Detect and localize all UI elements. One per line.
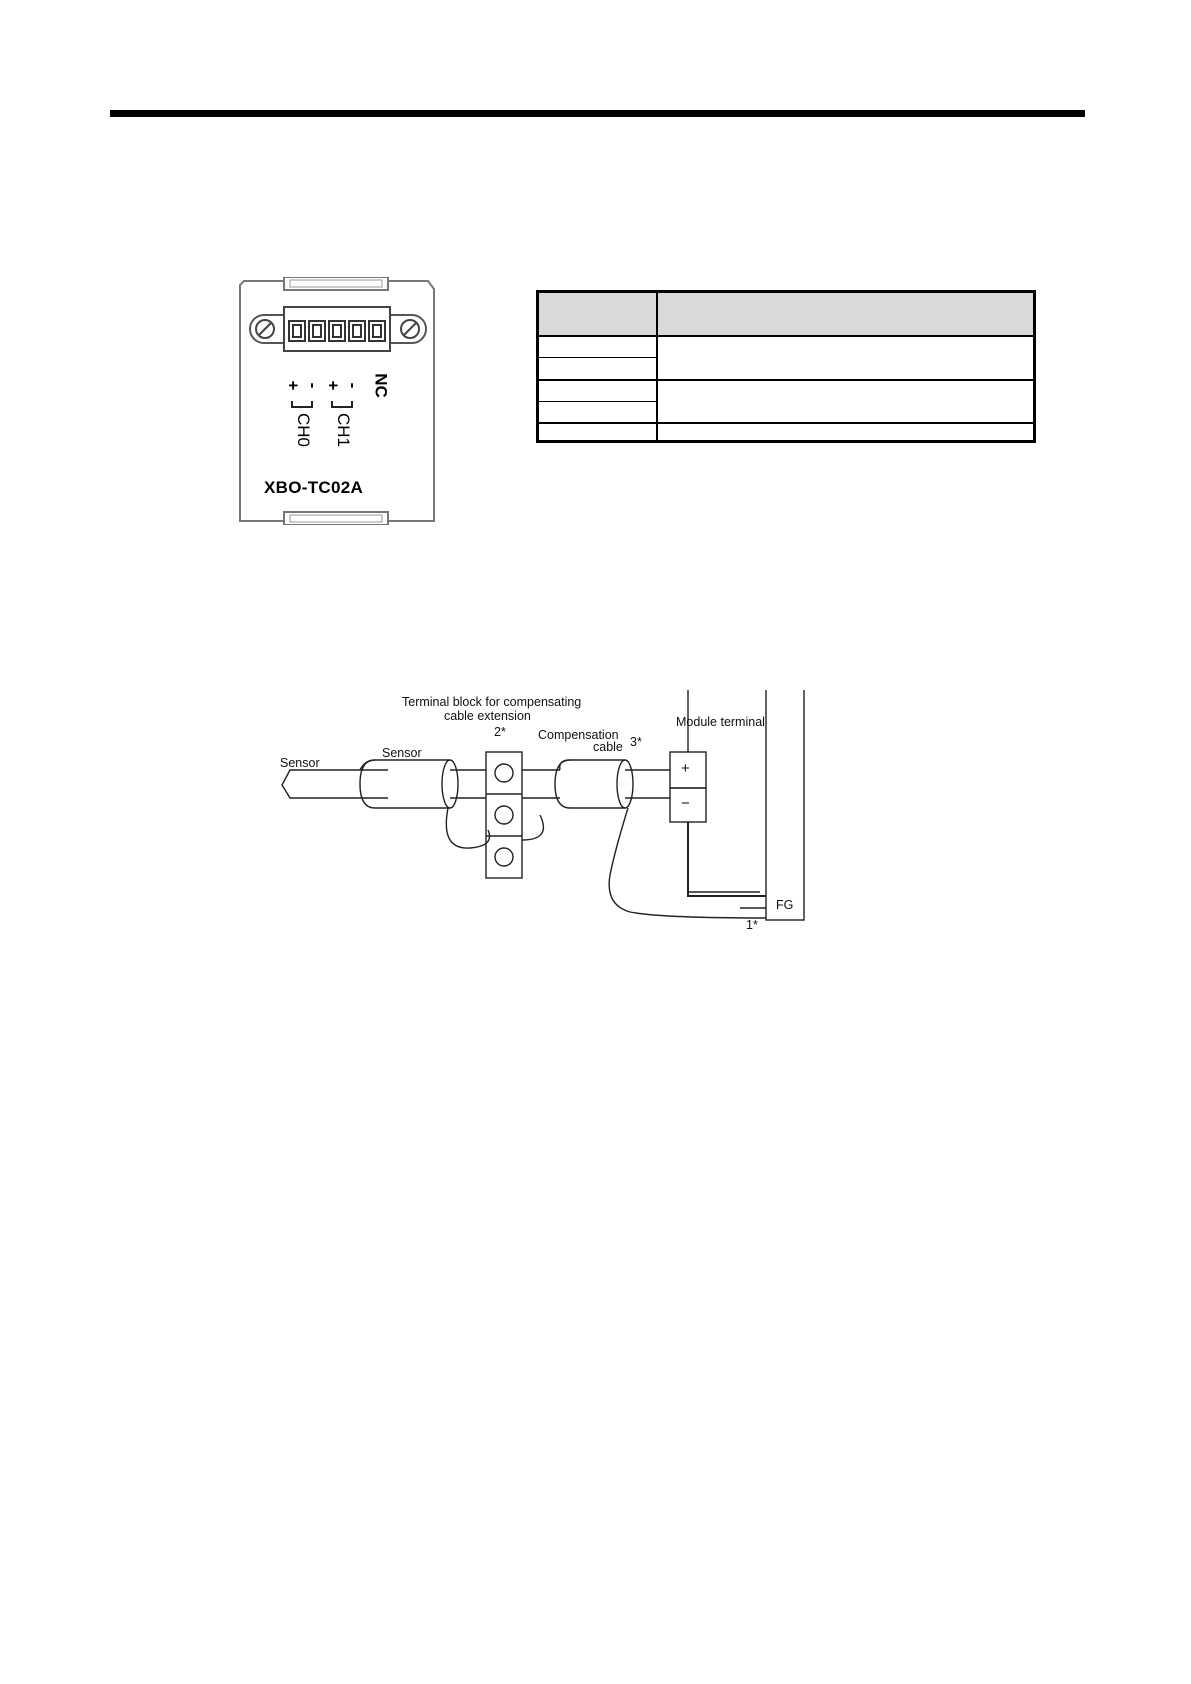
sensor-label: Sensor (382, 746, 422, 760)
module-model-label: XBO-TC02A (264, 478, 364, 497)
table-row-divider (539, 357, 656, 358)
table-row-divider (539, 422, 1033, 424)
sensor-tip-label: Sensor (280, 756, 320, 770)
pin-label-nc: NC (371, 373, 391, 398)
pin-table (536, 290, 1036, 443)
terminal-block-note: 2* (494, 725, 506, 739)
minus-terminal-symbol: − (681, 795, 690, 812)
table-row-divider (539, 401, 656, 402)
fg-note: 1* (746, 918, 758, 932)
module-front-view (236, 277, 438, 525)
table-header-row (539, 293, 1033, 337)
compensation-cable-note: 3* (630, 735, 642, 749)
compensation-cable-label-line1: Compensation (538, 728, 619, 742)
terminal-block-label-line1: Terminal block for compensating (402, 695, 582, 709)
channel-label-ch1: CH1 (334, 413, 353, 448)
fg-terminal-label: FG (776, 898, 794, 912)
pin-label-ch0-minus: - (303, 382, 323, 389)
channel-label-ch0: CH0 (294, 413, 313, 448)
module-terminal-label: Module terminal (676, 715, 765, 729)
terminal-block-label-line2: cable extension (444, 709, 531, 723)
table-row-divider (539, 379, 1033, 381)
pin-label-ch1-minus: - (343, 382, 363, 389)
plus-terminal-symbol: + (681, 760, 690, 777)
pin-label-ch1-plus: + (323, 380, 343, 391)
header-rule (110, 110, 1085, 117)
table-column-divider (656, 293, 658, 440)
wiring-diagram (270, 690, 830, 1000)
compensation-cable-label-line2: cable (593, 740, 623, 754)
pin-label-ch0-plus: + (283, 380, 303, 391)
